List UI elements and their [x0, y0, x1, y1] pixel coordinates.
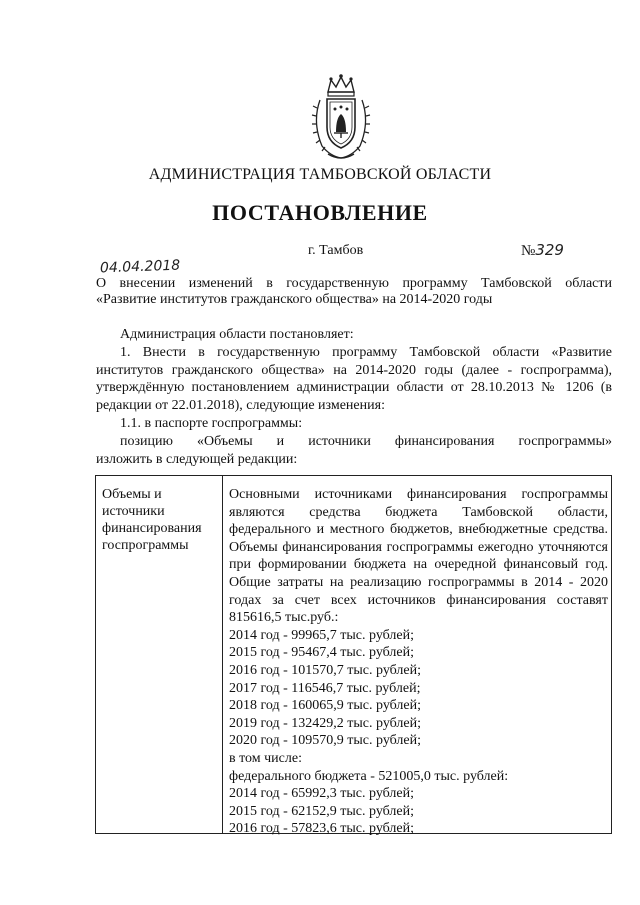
document-subject: [96, 276, 612, 308]
document-body: [96, 326, 612, 468]
financing-row: 2014 год - 99965,7 тыс. рублей;: [229, 627, 415, 643]
table-left-cell: Объемы и источники финансирования госпрограммы: [102, 487, 202, 553]
financing-row: 2017 год - 116546,7 тыс. рублей;: [229, 680, 421, 696]
financing-row: 2016 год - 57823,6 тыс. рублей;: [229, 821, 415, 837]
financing-row: 2016 год - 101570,7 тыс. рублей;: [229, 662, 422, 678]
city-label: г. Тамбов: [308, 243, 364, 258]
body-paragraph-4-line-2: изложить в следующей редакции:: [96, 451, 298, 467]
subject-line-1: О внесении изменений в государственную программу Тамбовской области: [96, 276, 612, 291]
organization-title: АДМИНИСТРАЦИЯ ТАМБОВСКОЙ ОБЛАСТИ: [148, 166, 492, 183]
financing-row: 2014 год - 65992,3 тыс. рублей;: [229, 786, 415, 802]
number-sign: №: [521, 243, 536, 259]
body-paragraph-2: 1. Внести в государственную программу Тамбовской области «Развитие институтов гражданского общества» на 2014-2020 годы (далее - госпрограмма), утверждённую постановлением администрации области от 28.10.2013 № 1206 (в редакции от 22.01.2018), следующие изменения:: [96, 344, 612, 414]
financing-row: 2018 год - 160065,9 тыс. рублей;: [229, 698, 422, 714]
financing-row: в том числе:: [229, 750, 302, 766]
body-paragraph-1: Администрация области постановляет:: [120, 327, 354, 342]
document-number: [521, 241, 564, 260]
tambov-coat-of-arms-icon: [306, 72, 376, 160]
document-kind-title: ПОСТАНОВЛЕНИЕ: [212, 200, 428, 225]
body-paragraph-3: 1.1. в паспорте госпрограммы:: [120, 415, 303, 431]
table-right-cell: [229, 486, 608, 838]
subject-line-2: «Развитие институтов гражданского общества» на 2014-2020 годы: [96, 292, 493, 307]
financing-description: Основными источниками финансирования госпрограммы являются средства бюджета Тамбовской области, федерального и местного бюджетов, внебюджетные средства. Объемы финансирования госпрограммы ежегодно уточняются при формировании бюджета на очередной финансовый год. Общие затраты на реализацию госпрограммы в 2014 - 2020 годах за счет всех источников финансирования составят 815616,5 тыс.руб.:: [229, 487, 608, 626]
financing-row: федерального бюджета - 521005,0 тыс. рублей:: [229, 768, 509, 784]
financing-row: 2015 год - 95467,4 тыс. рублей;: [229, 645, 415, 661]
handwritten-date: 04.04.2018: [99, 257, 181, 277]
financing-row: 2020 год - 109570,9 тыс. рублей;: [229, 733, 422, 749]
table-column-divider: [222, 476, 223, 833]
financing-row: 2015 год - 62152,9 тыс. рублей;: [229, 803, 415, 819]
handwritten-number: 329: [535, 241, 564, 259]
body-paragraph-4-line-1: позицию «Объемы и источники финансирования госпрограммы»: [120, 433, 612, 449]
financing-table: [95, 475, 612, 837]
financing-row: 2019 год - 132429,2 тыс. рублей;: [229, 715, 422, 731]
